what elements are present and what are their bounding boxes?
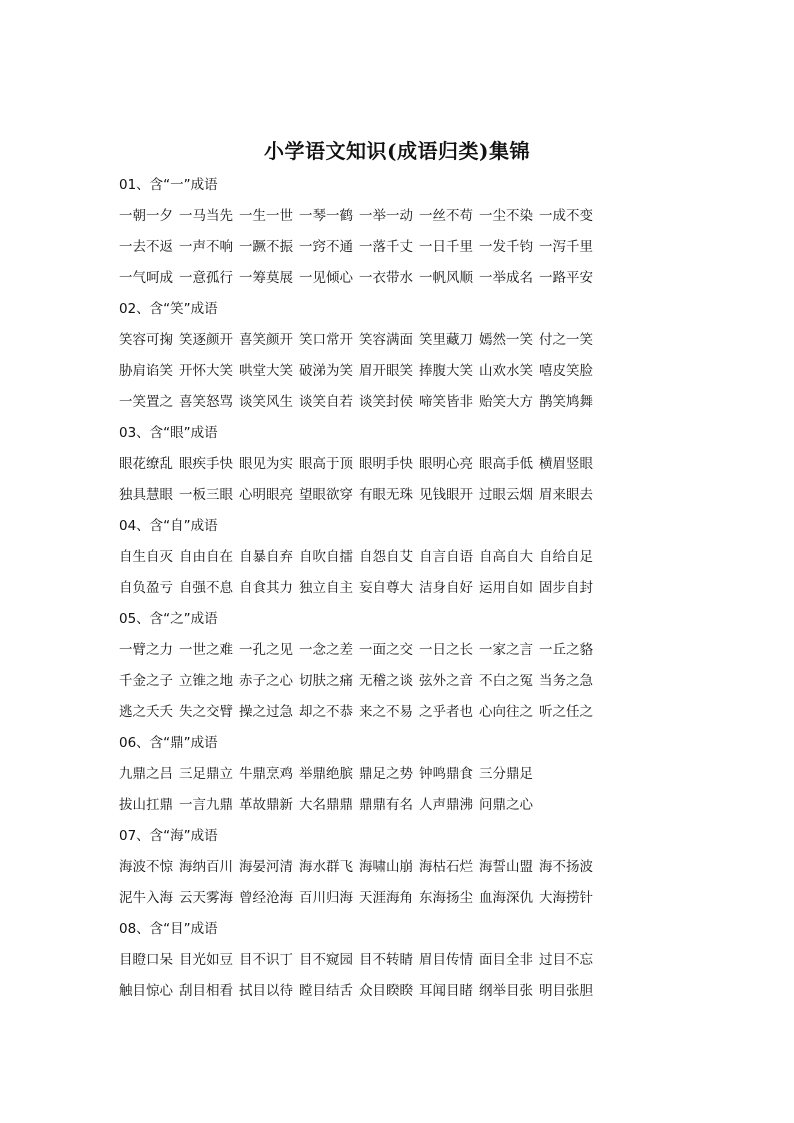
idiom: 一举成名 [479,270,533,286]
idiom: 运用自如 [479,580,533,596]
section-heading: 07、含“海”成语 [119,828,218,844]
idiom: 目不识丁 [239,952,293,968]
idiom: 天涯海角 [359,890,413,906]
idiom: 自由自在 [179,549,233,565]
idiom: 触目惊心 [119,983,173,999]
idiom: 无稽之谈 [359,673,413,689]
idiom: 妄自尊大 [359,580,413,596]
idiom: 过眼云烟 [479,487,533,503]
idiom-row [119,976,699,1007]
idiom: 明目张胆 [539,983,593,999]
idiom: 心向往之 [479,704,533,720]
idiom: 一丘之貉 [539,642,593,658]
idiom: 一日之长 [419,642,473,658]
idiom-row [119,573,699,604]
idiom: 一窍不通 [299,239,353,255]
idiom: 一声不响 [179,239,233,255]
idiom: 笑里藏刀 [419,332,473,348]
idiom: 眼高于顶 [299,456,353,472]
idiom: 谈笑封侯 [359,394,413,410]
idiom-row [119,883,699,914]
idiom-section [119,914,699,1007]
idiom: 固步自封 [539,580,593,596]
idiom: 千金之子 [119,673,173,689]
idiom: 自生自灭 [119,549,173,565]
idiom: 捧腹大笑 [419,363,473,379]
idiom: 眼高手低 [479,456,533,472]
idiom: 付之一笑 [539,332,593,348]
idiom: 喜笑怒骂 [179,394,233,410]
idiom: 鼎鼎有名 [359,797,413,813]
idiom: 云天雾海 [179,890,233,906]
idiom: 喜笑颜开 [239,332,293,348]
idiom: 海波不惊 [119,859,173,875]
idiom: 眼花缭乱 [119,456,173,472]
idiom: 大名鼎鼎 [299,797,353,813]
idiom: 哄堂大笑 [239,363,293,379]
idiom: 一日千里 [419,239,473,255]
idiom: 一面之交 [359,642,413,658]
idiom: 自强不息 [179,580,233,596]
idiom-section [119,728,699,821]
section-heading: 02、含“笑”成语 [119,301,218,317]
idiom: 拔山扛鼎 [119,797,173,813]
idiom: 嫣然一笑 [479,332,533,348]
idiom: 鹊笑鸠舞 [539,394,593,410]
idiom: 一举一动 [359,208,413,224]
idiom: 一帆风顺 [419,270,473,286]
idiom: 眉来眼去 [539,487,593,503]
idiom: 笑容可掬 [119,332,173,348]
idiom: 血海深仇 [479,890,533,906]
section-heading: 05、含“之”成语 [119,611,218,627]
idiom: 一衣带水 [359,270,413,286]
idiom: 目瞪口呆 [119,952,173,968]
idiom: 鼎足之势 [359,766,413,782]
idiom: 一琴一鹤 [299,208,353,224]
idiom: 一马当先 [179,208,233,224]
section-heading: 04、含“自”成语 [119,518,218,534]
idiom-row [119,387,699,418]
idiom: 自怨自艾 [359,549,413,565]
idiom: 胁肩谄笑 [119,363,173,379]
idiom-row [119,325,699,356]
idiom: 弦外之音 [419,673,473,689]
idiom: 山欢水笑 [479,363,533,379]
idiom: 瞠目结舌 [299,983,353,999]
idiom: 自高自大 [479,549,533,565]
idiom: 不白之冤 [479,673,533,689]
idiom: 海枯石烂 [419,859,473,875]
section-heading: 06、含“鼎”成语 [119,735,218,751]
idiom: 耳闻目睹 [419,983,473,999]
idiom: 之乎者也 [419,704,473,720]
idiom: 洁身自好 [419,580,473,596]
idiom: 问鼎之心 [479,797,533,813]
idiom: 眼明心亮 [419,456,473,472]
idiom: 钟鸣鼎食 [419,766,473,782]
idiom: 操之过急 [239,704,293,720]
idiom-row [119,480,699,511]
idiom: 心明眼亮 [239,487,293,503]
idiom-row [119,945,699,976]
idiom: 三足鼎立 [179,766,233,782]
idiom-row [119,790,699,821]
idiom: 过目不忘 [539,952,593,968]
idiom: 海不扬波 [539,859,593,875]
idiom: 却之不恭 [299,704,353,720]
idiom: 海水群飞 [299,859,353,875]
idiom: 拭目以待 [239,983,293,999]
idiom: 大海捞针 [539,890,593,906]
idiom: 刮目相看 [179,983,233,999]
idiom: 牛鼎烹鸡 [239,766,293,782]
idiom: 眼疾手快 [179,456,233,472]
idiom: 一板三眼 [179,487,233,503]
idiom: 一气呵成 [119,270,173,286]
idiom: 破涕为笑 [299,363,353,379]
idiom: 海啸山崩 [359,859,413,875]
idiom-row [119,852,699,883]
idiom: 一泻千里 [539,239,593,255]
idiom: 立锥之地 [179,673,233,689]
idiom-row [119,542,699,573]
idiom: 自暴自弃 [239,549,293,565]
idiom: 一生一世 [239,208,293,224]
idiom: 三分鼎足 [479,766,533,782]
idiom: 开怀大笑 [179,363,233,379]
idiom: 一臂之力 [119,642,173,658]
idiom: 一家之言 [479,642,533,658]
idiom-section [119,418,699,511]
idiom: 听之任之 [539,704,593,720]
idiom: 一蹶不振 [239,239,293,255]
idiom: 眼见为实 [239,456,293,472]
idiom: 一路平安 [539,270,593,286]
idiom: 赤子之心 [239,673,293,689]
idiom-section [119,170,699,294]
idiom: 举鼎绝膑 [299,766,353,782]
idiom: 一见倾心 [299,270,353,286]
idiom: 泥牛入海 [119,890,173,906]
idiom: 一去不返 [119,239,173,255]
idiom: 自食其力 [239,580,293,596]
idiom: 一丝不苟 [419,208,473,224]
idiom: 见钱眼开 [419,487,473,503]
idiom: 啼笑皆非 [419,394,473,410]
idiom: 一落千丈 [359,239,413,255]
idiom: 曾经沧海 [239,890,293,906]
idiom-row [119,759,699,790]
idiom: 自负盈亏 [119,580,173,596]
idiom: 一孔之见 [239,642,293,658]
idiom: 一世之难 [179,642,233,658]
idiom-row [119,635,699,666]
idiom: 自给自足 [539,549,593,565]
idiom: 东海扬尘 [419,890,473,906]
idiom-row [119,232,699,263]
idiom: 嘻皮笑脸 [539,363,593,379]
idiom-row [119,263,699,294]
idiom-section [119,294,699,418]
idiom-section [119,511,699,604]
idiom: 一意孤行 [179,270,233,286]
idiom: 百川归海 [299,890,353,906]
idiom-row [119,697,699,728]
idiom: 眼明手快 [359,456,413,472]
idiom: 人声鼎沸 [419,797,473,813]
section-heading: 01、含“一”成语 [119,177,218,193]
document-title: 小学语文知识(成语归类)集锦 [264,139,530,163]
idiom: 眉开眼笑 [359,363,413,379]
idiom: 一筹莫展 [239,270,293,286]
idiom: 一尘不染 [479,208,533,224]
idiom: 众目睽睽 [359,983,413,999]
idiom-row [119,201,699,232]
idiom: 纲举目张 [479,983,533,999]
idiom: 失之交臂 [179,704,233,720]
idiom-section [119,821,699,914]
idiom: 一言九鼎 [179,797,233,813]
section-heading: 03、含“眼”成语 [119,425,218,441]
idiom: 当务之急 [539,673,593,689]
idiom: 目不转睛 [359,952,413,968]
idiom: 自言自语 [419,549,473,565]
idiom: 横眉竖眼 [539,456,593,472]
idiom-row [119,356,699,387]
idiom: 面目全非 [479,952,533,968]
idiom: 自吹自擂 [299,549,353,565]
idiom: 独立自主 [299,580,353,596]
idiom: 望眼欲穿 [299,487,353,503]
idiom: 九鼎之吕 [119,766,173,782]
idiom: 逃之夭夭 [119,704,173,720]
idiom: 目不窥园 [299,952,353,968]
idiom: 笑逐颜开 [179,332,233,348]
idiom: 切肤之痛 [299,673,353,689]
idiom: 一笑置之 [119,394,173,410]
idiom: 海誓山盟 [479,859,533,875]
idiom-row [119,666,699,697]
idiom: 海纳百川 [179,859,233,875]
idiom-row [119,449,699,480]
idiom: 目光如豆 [179,952,233,968]
idiom: 笑口常开 [299,332,353,348]
idiom: 革故鼎新 [239,797,293,813]
idiom: 谈笑风生 [239,394,293,410]
idiom: 来之不易 [359,704,413,720]
idiom: 贻笑大方 [479,394,533,410]
idiom: 一念之差 [299,642,353,658]
idiom: 谈笑自若 [299,394,353,410]
idiom: 笑容满面 [359,332,413,348]
idiom: 一朝一夕 [119,208,173,224]
section-heading: 08、含“目”成语 [119,921,218,937]
idiom: 海晏河清 [239,859,293,875]
idiom: 独具慧眼 [119,487,173,503]
idiom: 眉目传情 [419,952,473,968]
idiom: 一发千钧 [479,239,533,255]
idiom: 一成不变 [539,208,593,224]
idiom: 有眼无珠 [359,487,413,503]
idiom-section [119,604,699,728]
